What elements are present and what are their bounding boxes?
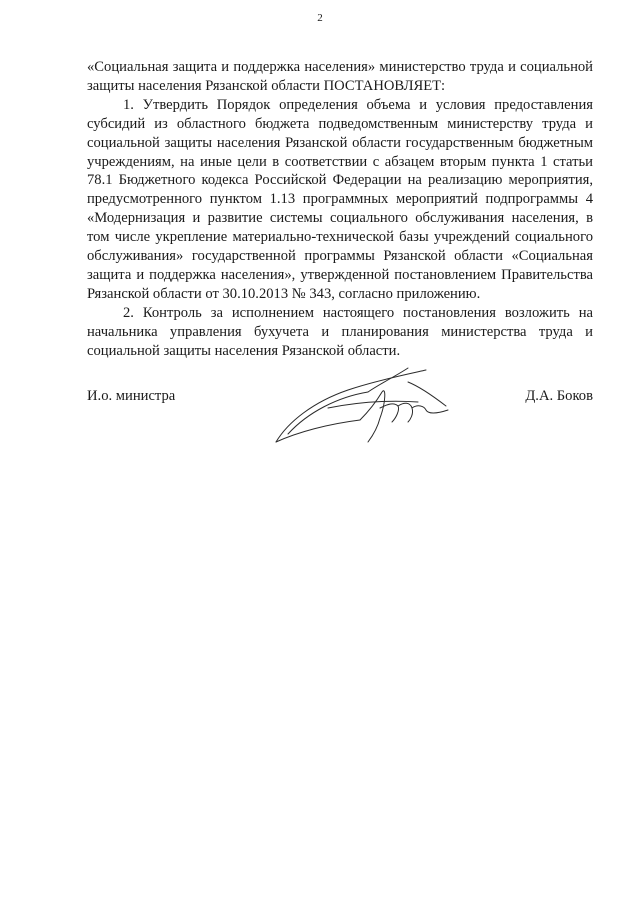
paragraph-intro: «Социальная защита и поддержка населения» министерство труда и социальной защиты населения Рязанской области ПОСТАНОВЛЯЕТ:	[87, 59, 593, 94]
page-number: 2	[317, 12, 323, 24]
signer-name: Д.А. Боков	[525, 388, 593, 404]
paragraph-item-2: 2. Контроль за исполнением настоящего постановления возложить на начальника управления бухучета и планирования министерства труда и социальной защиты населения Рязанской области.	[87, 304, 593, 359]
signer-position: И.о. министра	[87, 388, 176, 404]
paragraph-item-1: 1. Утвердить Порядок определения объема и условия предоставления субсидий из областного бюджета подведомственным министерству труда и социальной защиты населения Рязанской области государственным бюджетным учреждениям, на иные цели в соответствии с абзацем вторым пункта 1 статьи 78.1 Бюджетного кодекса Российской Федерации на реализацию мероприятия, предусмотренного пунктом 1.13 программных мероприятий подпрограммы 4 «Модернизация и развитие системы социального обслуживания населения, в том числе укрепление материально-технической базы учреждений социального обслуживания» государственной программы Рязанской области «Социальная защита и поддержка населения», утвержденной постановлением Правительства Рязанской области от 30.10.2013 № 343, согласно приложению.	[87, 96, 593, 302]
handwritten-signature	[268, 362, 478, 452]
document-body	[87, 58, 593, 361]
